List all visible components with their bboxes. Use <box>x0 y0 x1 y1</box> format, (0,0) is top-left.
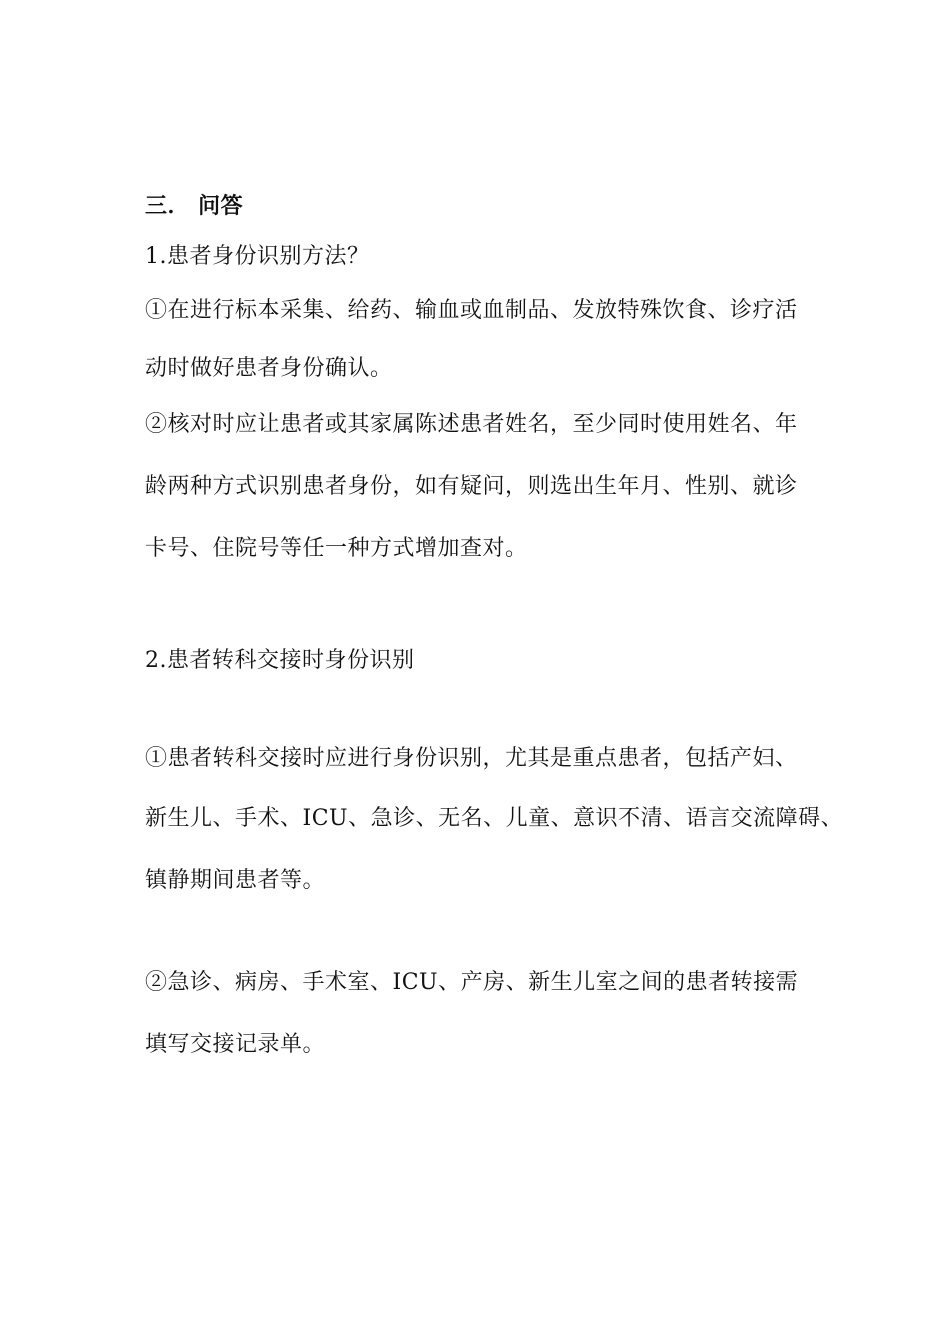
q1-item2-line3: 卡号、住院号等任一种方式增加查对。 <box>145 536 528 561</box>
q2-item2-line2: 填写交接记录单。 <box>145 1032 326 1057</box>
q2-item1-line3: 镇静期间患者等。 <box>145 868 326 893</box>
q1-item2-line1: ②核对时应让患者或其家属陈述患者姓名，至少同时使用姓名、年 <box>145 412 798 437</box>
q1-item1-line1: ①在进行标本采集、给药、输血或血制品、发放特殊饮食、诊疗活 <box>145 298 798 323</box>
q1-item2-line2: 龄两种方式识别患者身份，如有疑问，则选出生年月、性别、就诊 <box>145 474 798 499</box>
question-1-title: 1.患者身份识别方法？ <box>145 244 370 269</box>
q2-item1-line2: 新生儿、手术、ICU、急诊、无名、儿童、意识不清、语言交流障碍、 <box>145 806 844 831</box>
q2-item2-line1: ②急诊、病房、手术室、ICU、产房、新生儿室之间的患者转接需 <box>145 970 799 995</box>
section-heading: 三． 问答 <box>145 194 244 219</box>
q2-item1-line1: ①患者转科交接时应进行身份识别，尤其是重点患者，包括产妇、 <box>145 746 798 771</box>
question-2-title: 2.患者转科交接时身份识别 <box>145 648 415 673</box>
q1-item1-line2: 动时做好患者身份确认。 <box>145 356 393 381</box>
